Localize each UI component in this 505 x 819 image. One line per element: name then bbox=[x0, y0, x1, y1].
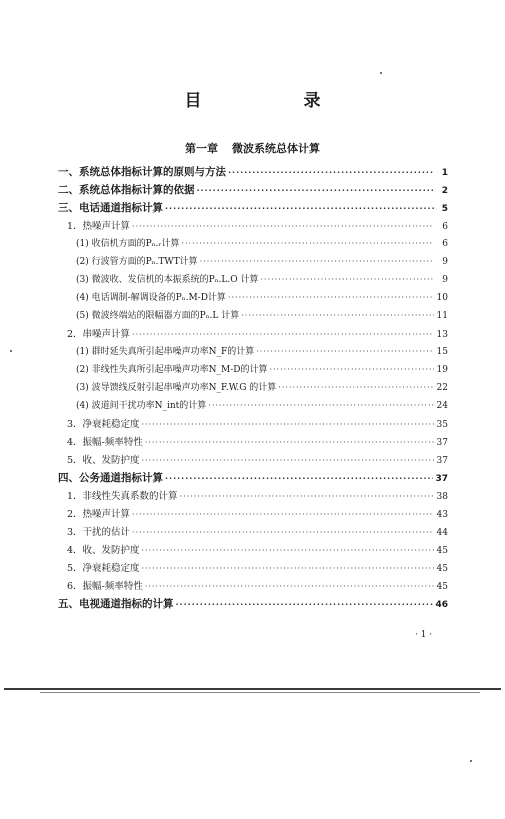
toc-leader-dots bbox=[208, 401, 434, 410]
toc-leader-dots bbox=[278, 383, 434, 392]
toc-entry-page: 13 bbox=[436, 330, 448, 340]
toc-entry bbox=[76, 380, 448, 395]
toc-entry bbox=[76, 272, 448, 287]
toc-entry-label: 2．串噪声计算 bbox=[67, 329, 131, 340]
toc-entry-page: 46 bbox=[435, 600, 448, 610]
toc-entry bbox=[76, 344, 448, 359]
toc-entry-label: 5．收、发防护度 bbox=[67, 455, 140, 466]
toc-entry-label: 四、公务通道指标计算 bbox=[58, 472, 163, 484]
toc-entry bbox=[76, 398, 448, 413]
toc-entry-page: 37 bbox=[436, 456, 448, 466]
toc-entry-label: 4．收、发防护度 bbox=[67, 545, 140, 556]
toc-leader-dots bbox=[228, 168, 434, 177]
toc-leader-dots bbox=[269, 365, 434, 374]
toc-leader-dots bbox=[176, 600, 434, 609]
toc-entry-label: (1) 收信机方面的Pₙ.ᵣ计算 bbox=[76, 239, 180, 249]
toc-entry bbox=[58, 470, 448, 485]
toc-leader-dots bbox=[180, 492, 434, 501]
toc-entry-label: 1．热噪声计算 bbox=[67, 221, 131, 232]
toc-entry-page: 6 bbox=[442, 222, 448, 232]
toc-entry-page: 15 bbox=[436, 347, 448, 357]
toc-entry-page: 9 bbox=[442, 275, 448, 285]
toc-entry-page: 37 bbox=[436, 438, 448, 448]
toc-entry-page: 11 bbox=[436, 311, 448, 321]
toc-entry-page: 2 bbox=[441, 186, 448, 196]
toc-entry bbox=[67, 488, 448, 503]
toc-leader-dots bbox=[261, 275, 435, 284]
toc-leader-dots bbox=[142, 564, 434, 573]
toc-entry bbox=[67, 542, 448, 557]
toc-entry-label: 五、电视通道指标的计算 bbox=[58, 598, 174, 610]
toc-entry-label: (4) 电话调制-解调设备的Pₙ.M-D计算 bbox=[76, 293, 226, 303]
toc-leader-dots bbox=[145, 582, 434, 591]
toc-leader-dots bbox=[256, 347, 434, 356]
toc-entry-label: 1．非线性失真系数的计算 bbox=[67, 491, 178, 502]
toc-leader-dots bbox=[228, 293, 434, 302]
toc-leader-dots bbox=[142, 456, 434, 465]
toc-entry-label: (5) 微波终端站的限幅器方面的Pₙ.L 计算 bbox=[76, 311, 240, 321]
toc-entry-page: 37 bbox=[435, 474, 448, 484]
toc-leader-dots bbox=[241, 311, 434, 320]
toc-entry-page: 45 bbox=[436, 582, 448, 592]
toc-entry-page: 35 bbox=[436, 420, 448, 430]
toc-entry-label: 5．净衰耗稳定度 bbox=[67, 563, 140, 574]
bottom-rule bbox=[4, 688, 501, 690]
toc-entry-page: 24 bbox=[436, 401, 448, 411]
toc-entry-page: 1 bbox=[441, 168, 448, 178]
toc-entry-page: 10 bbox=[436, 293, 448, 303]
toc-leader-dots bbox=[142, 420, 434, 429]
toc-entry bbox=[67, 416, 448, 431]
chapter-number: 第一章 bbox=[185, 142, 218, 155]
toc-entry-page: 6 bbox=[442, 239, 448, 249]
toc-entry-label: 3．净衰耗稳定度 bbox=[67, 419, 140, 430]
page-title: 目 录 bbox=[184, 91, 369, 111]
toc-leader-dots bbox=[132, 510, 434, 519]
toc-entry-label: 2．热噪声计算 bbox=[67, 509, 131, 520]
toc-leader-dots bbox=[200, 257, 434, 266]
toc-entry-label: (2) 行波管方面的Pₙ.TWT计算 bbox=[76, 257, 198, 267]
toc-entry bbox=[58, 182, 448, 197]
toc-entry-label: 3．干扰的估计 bbox=[67, 527, 131, 538]
toc-entry bbox=[76, 236, 448, 251]
scan-speck bbox=[380, 72, 382, 74]
toc-entry bbox=[76, 362, 448, 377]
toc-entry-page: 45 bbox=[436, 546, 448, 556]
toc-entry-label: 一、系统总体指标计算的原则与方法 bbox=[58, 166, 226, 178]
chapter-name: 微波系统总体计算 bbox=[232, 142, 320, 155]
toc-entry-label: (3) 微波收、发信机的本振系统的Pₙ.L.O 计算 bbox=[76, 275, 259, 285]
toc-entry bbox=[76, 254, 448, 269]
toc-entry-label: 6．振幅-频率特性 bbox=[67, 581, 143, 592]
scan-speck bbox=[10, 350, 12, 352]
toc-leader-dots bbox=[145, 438, 434, 447]
toc-entry-label: 三、电话通道指标计算 bbox=[58, 202, 163, 214]
chapter-heading bbox=[0, 140, 505, 156]
toc-entry bbox=[67, 560, 448, 575]
toc-leader-dots bbox=[142, 546, 434, 555]
toc-leader-dots bbox=[165, 204, 434, 213]
toc-entry bbox=[67, 434, 448, 449]
toc-entry-page: 44 bbox=[436, 528, 448, 538]
toc-entry-label: (4) 波道间干扰功率N_int的计算 bbox=[76, 401, 207, 411]
toc-entry bbox=[67, 452, 448, 467]
toc-entry-page: 19 bbox=[436, 365, 448, 375]
toc-leader-dots bbox=[182, 239, 434, 248]
toc-entry bbox=[67, 506, 448, 521]
toc-entry bbox=[76, 290, 448, 305]
toc-entry bbox=[67, 524, 448, 539]
bottom-rule-secondary bbox=[40, 692, 480, 693]
toc-entry-label: (1) 群时延失真所引起串噪声功率N_F的计算 bbox=[76, 347, 255, 357]
toc-entry-label: 4．振幅-频率特性 bbox=[67, 437, 143, 448]
toc-entry-label: (3) 波导馈线反射引起串噪声功率N_F.W.G 的计算 bbox=[76, 383, 277, 393]
toc-entry bbox=[67, 578, 448, 593]
toc-entry bbox=[58, 596, 448, 611]
toc-entry bbox=[67, 218, 448, 233]
toc-leader-dots bbox=[165, 474, 433, 483]
toc-leader-dots bbox=[132, 330, 434, 339]
toc-entry-page: 43 bbox=[436, 510, 448, 520]
toc-entry bbox=[58, 200, 448, 215]
toc-entry-label: 二、系统总体指标计算的依据 bbox=[58, 184, 195, 196]
toc-leader-dots bbox=[197, 186, 435, 195]
toc-entry-page: 22 bbox=[436, 383, 448, 393]
toc-entry-page: 9 bbox=[442, 257, 448, 267]
toc-entry bbox=[67, 326, 448, 341]
toc-entry-page: 45 bbox=[436, 564, 448, 574]
toc-leader-dots bbox=[132, 528, 434, 537]
toc-leader-dots bbox=[132, 222, 434, 231]
toc-entry-label: (2) 非线性失真所引起串噪声功率N_M-D的计算 bbox=[76, 365, 268, 375]
toc-entry bbox=[58, 164, 448, 179]
toc-entry-page: 38 bbox=[436, 492, 448, 502]
toc-entry-page: 5 bbox=[441, 204, 448, 214]
toc-entry bbox=[76, 308, 448, 323]
page-number: · 1 · bbox=[415, 630, 433, 640]
scan-speck bbox=[470, 760, 472, 762]
